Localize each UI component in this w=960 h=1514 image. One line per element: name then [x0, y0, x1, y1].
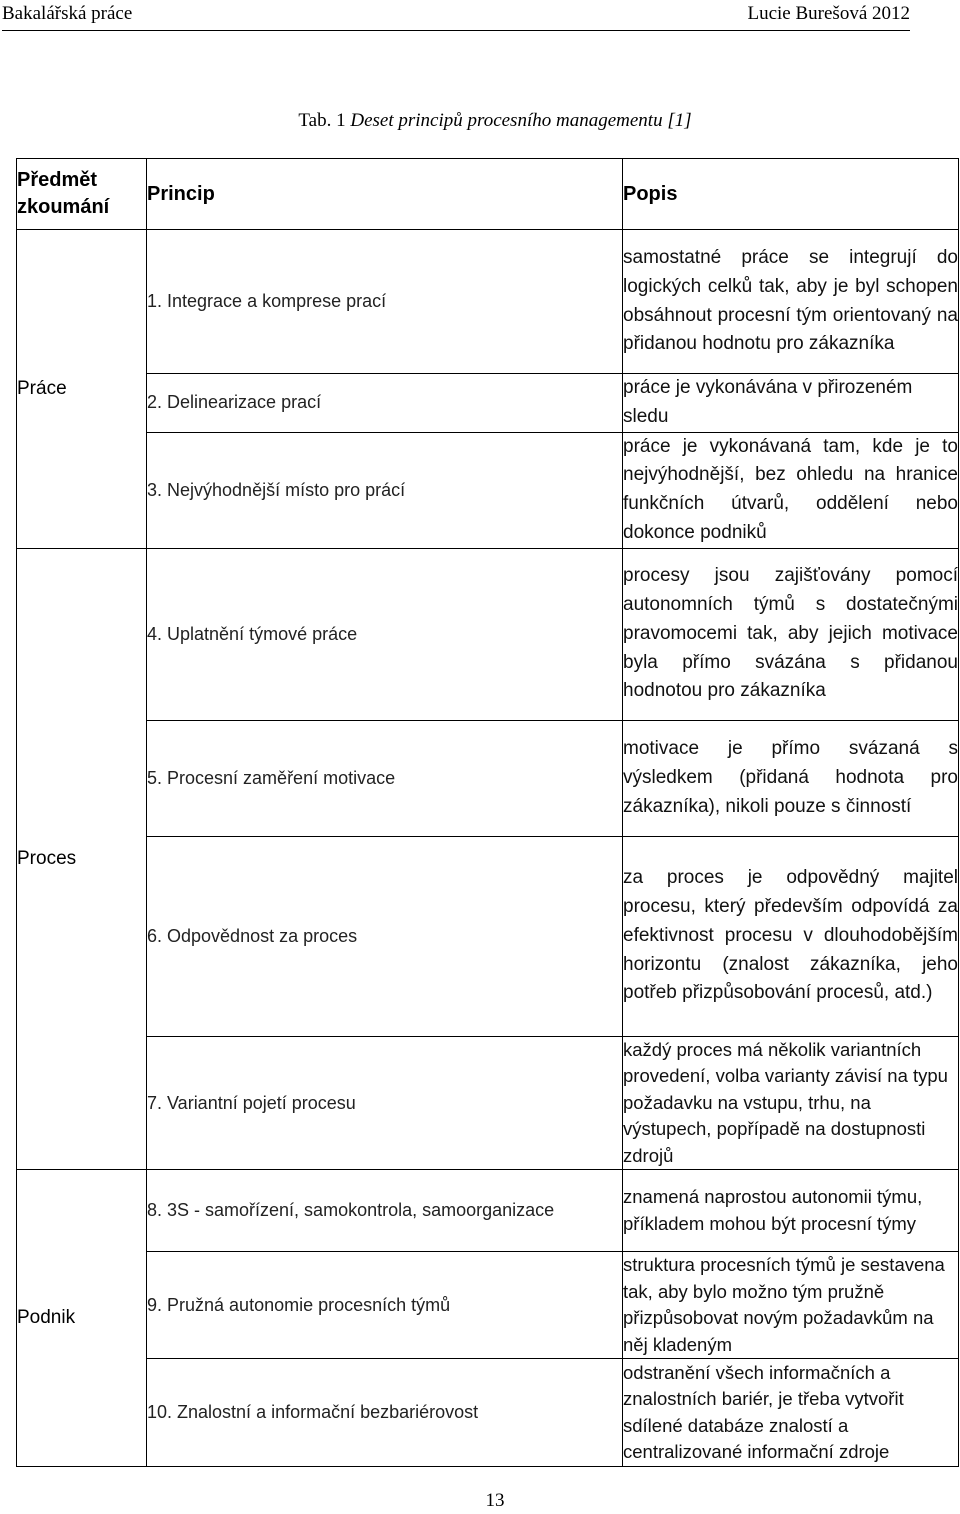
description-cell: práce je vykonávaná tam, kde je to nejvýhodnější, bez ohledu na hranice funkčních útvarů, oddělení nebo dokonce podniků — [623, 432, 959, 548]
header-principle: Princip — [147, 159, 623, 230]
table-row — [17, 720, 959, 836]
caption-title: Deset principů procesního managementu [1] — [350, 110, 692, 131]
principles-table — [16, 158, 959, 1467]
principle-cell: 3. Nejvýhodnější místo pro prácí — [147, 432, 623, 548]
header-subject: Předmět zkoumání — [17, 159, 147, 230]
principle-cell: 1. Integrace a komprese prací — [147, 230, 623, 374]
table-row — [17, 1359, 959, 1467]
page-number: 13 — [485, 1490, 505, 1511]
subject-cell: Proces — [17, 548, 147, 1170]
caption-prefix: Tab. 1 — [298, 110, 351, 131]
table-caption — [0, 110, 960, 132]
header-author: Lucie Burešová 2012 — [747, 3, 910, 24]
table-row — [17, 836, 959, 1036]
principle-cell: 10. Znalostní a informační bezbariérovost — [147, 1359, 623, 1467]
principle-cell: 5. Procesní zaměření motivace — [147, 720, 623, 836]
description-cell: samostatné práce se integrují do logických celků tak, aby je byl schopen obsáhnout procesní tým orientovaný na přidanou hodnotu pro zákazníka — [623, 230, 959, 374]
header-title: Bakalářská práce — [2, 3, 133, 24]
description-cell: za proces je odpovědný majitel procesu, který především odpovídá za efektivnost procesu v dlouhodobějším horizontu (znalost zákazníka, jeho potřeb přizpůsobování procesů, atd.) — [623, 836, 959, 1036]
table-row — [17, 432, 959, 548]
principle-cell: 8. 3S - samořízení, samokontrola, samoorganizace — [147, 1170, 623, 1252]
description-cell: každý proces má několik variantních provedení, volba varianty závisí na typu požadavku na vstupu, trhu, na výstupech, popřípadě na dostupnosti zdrojů — [623, 1036, 959, 1170]
principle-cell: 2. Delinearizace prací — [147, 374, 623, 433]
description-cell: procesy jsou zajišťovány pomocí autonomních týmů s dostatečnými pravomocemi tak, aby jejich motivace byla přímo svázána s přidanou hodnotou pro zákazníka — [623, 548, 959, 720]
table-row — [17, 230, 959, 374]
table-row — [17, 1252, 959, 1359]
table-row — [17, 1036, 959, 1170]
table-row — [17, 548, 959, 720]
description-cell: struktura procesních týmů je sestavena tak, aby bylo možno tým pružně přizpůsobovat novým požadavkům na něj kladeným — [623, 1252, 959, 1359]
principle-cell: 6. Odpovědnost za proces — [147, 836, 623, 1036]
principle-cell: 4. Uplatnění týmové práce — [147, 548, 623, 720]
description-cell: práce je vykonávána v přirozeném sledu — [623, 374, 959, 433]
principle-cell: 7. Variantní pojetí procesu — [147, 1036, 623, 1170]
table-row — [17, 374, 959, 433]
subject-cell: Práce — [17, 230, 147, 549]
header-description: Popis — [623, 159, 959, 230]
description-cell: motivace je přímo svázaná s výsledkem (přidaná hodnota pro zákazníka), nikoli pouze s činností — [623, 720, 959, 836]
subject-cell: Podnik — [17, 1170, 147, 1467]
description-cell: znamená naprostou autonomii týmu, příkladem mohou být procesní týmy — [623, 1170, 959, 1252]
table-row — [17, 1170, 959, 1252]
principle-cell: 9. Pružná autonomie procesních týmů — [147, 1252, 623, 1359]
page-header — [2, 2, 910, 31]
description-cell: odstranění všech informačních a znalostních bariér, je třeba vytvořit sdílené databáze znalostí a centralizované informační zdroje — [623, 1359, 959, 1467]
table-header-row — [17, 159, 959, 230]
